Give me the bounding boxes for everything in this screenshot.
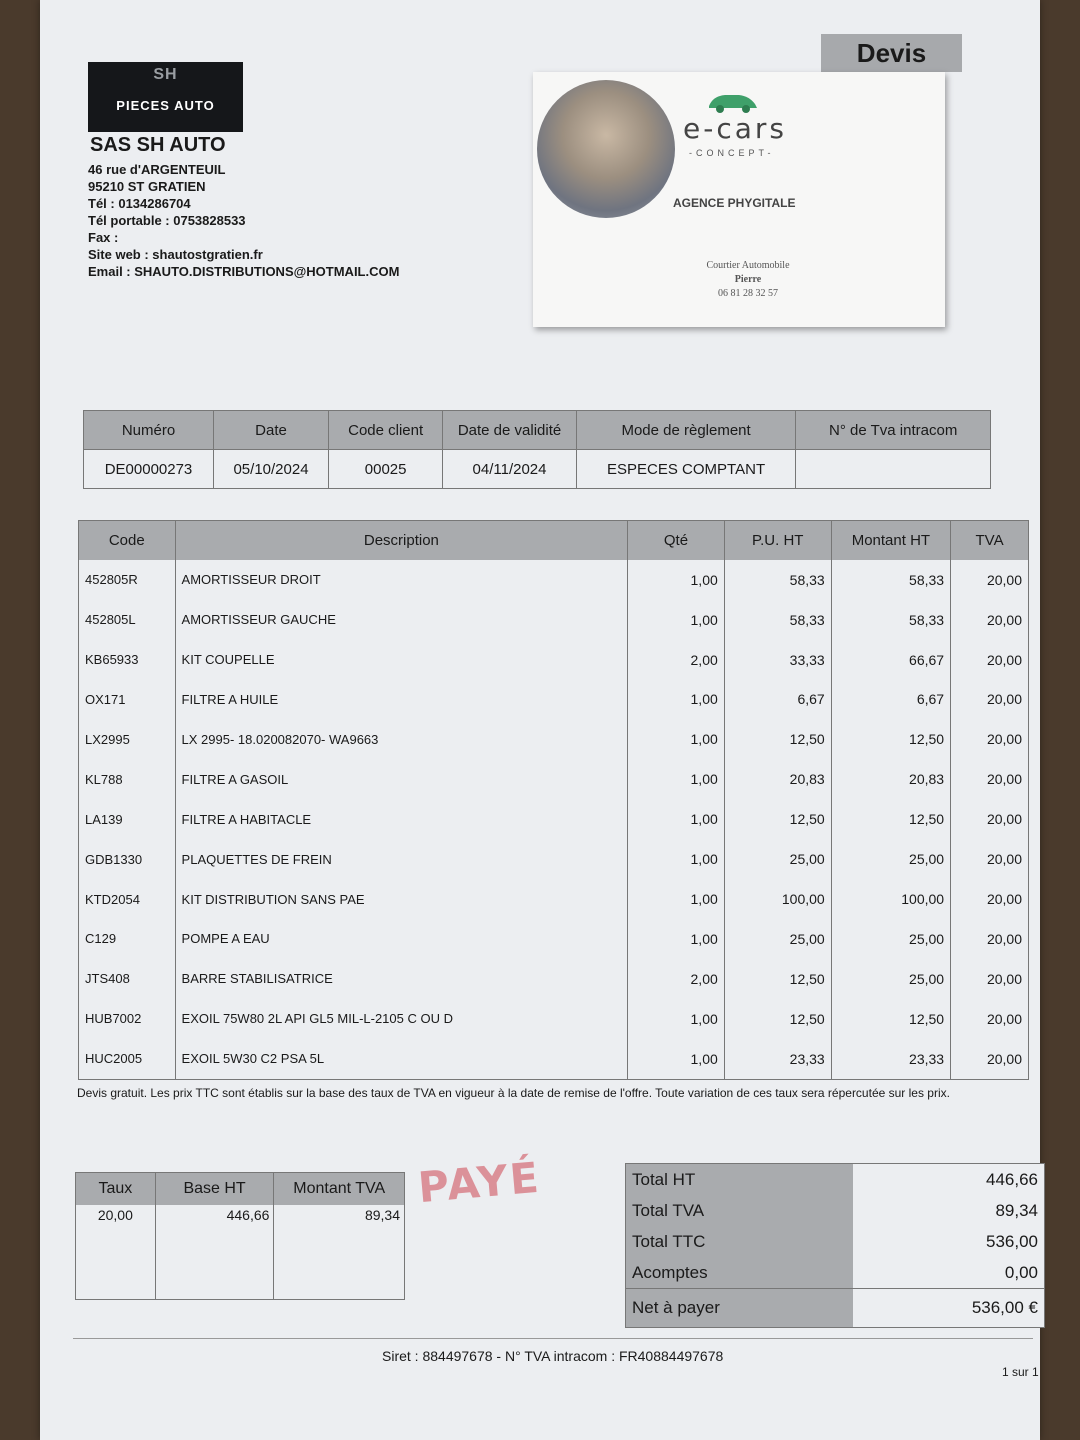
table-row (79, 839, 1029, 879)
line-description: PLAQUETTES DE FREIN (175, 839, 628, 879)
line-unit-price: 12,50 (724, 719, 831, 759)
total-ttc-value: 536,00 (853, 1226, 1045, 1257)
line-unit-price: 33,33 (724, 640, 831, 680)
line-amount: 12,50 (831, 799, 950, 839)
line-unit-price: 12,50 (724, 999, 831, 1039)
line-amount: 12,50 (831, 719, 950, 759)
invoice-page (40, 0, 1040, 1440)
company-fax: Fax : (88, 230, 119, 245)
line-unit-price: 12,50 (724, 799, 831, 839)
company-address-1: 46 rue d'ARGENTEUIL (88, 162, 226, 177)
line-vat: 20,00 (986, 891, 1022, 908)
info-validity-date: 04/11/2024 (443, 450, 577, 489)
line-qty: 1,00 (628, 560, 725, 600)
line-vat: 20,00 (986, 1010, 1022, 1027)
line-qty: 1,00 (628, 799, 725, 839)
net-to-pay-value: 536,00 € (853, 1289, 1045, 1328)
footer-siret: Siret : 884497678 - N° TVA intracom : FR40884497678 (382, 1348, 724, 1364)
total-ht-value: 446,66 (853, 1164, 1045, 1196)
line-code: C129 (79, 919, 176, 959)
line-amount: 6,67 (831, 680, 950, 720)
info-date: 05/10/2024 (213, 450, 328, 489)
table-row (79, 919, 1029, 959)
table-row (79, 879, 1029, 919)
quote-note: Devis gratuit. Les prix TTC sont établis sur la base des taux de TVA en vigueur à la date de remise de l'offre. Toute variation de ces taux sera répercutée sur les prix. (77, 1086, 950, 1100)
card-name: Pierre (734, 274, 762, 285)
logo-monogram: SH (153, 66, 178, 83)
line-unit-price: 20,83 (724, 759, 831, 799)
info-client-code: 00025 (329, 450, 443, 489)
line-qty: 1,00 (628, 680, 725, 720)
table-row (79, 560, 1029, 600)
net-to-pay-label: Net à payer (626, 1289, 854, 1328)
vat-rate: 20,00 (76, 1205, 156, 1300)
footer-divider (73, 1338, 1033, 1339)
card-subbrand: -CONCEPT- (689, 148, 775, 158)
paid-stamp: PAYÉ (416, 1152, 543, 1213)
vat-summary-table (75, 1172, 405, 1300)
line-description: FILTRE A HUILE (175, 680, 628, 720)
table-filler (79, 1079, 1029, 1080)
company-mobile: Tél portable : 0753828533 (88, 213, 246, 228)
line-amount: 20,83 (831, 759, 950, 799)
table-row (79, 799, 1029, 839)
line-amount: 25,00 (831, 919, 950, 959)
card-tagline: AGENCE PHYGITALE (673, 196, 796, 210)
line-vat: 20,00 (986, 970, 1022, 987)
company-website: Site web : shautostgratien.fr (88, 247, 263, 262)
table-row (79, 600, 1029, 640)
line-qty: 1,00 (628, 1039, 725, 1079)
line-unit-price: 25,00 (724, 919, 831, 959)
line-amount: 12,50 (831, 999, 950, 1039)
line-unit-price: 25,00 (724, 839, 831, 879)
table-row (79, 959, 1029, 999)
line-description: BARRE STABILISATRICE (175, 959, 628, 999)
info-number: DE00000273 (84, 450, 214, 489)
info-header: Code client (329, 411, 443, 450)
line-code: GDB1330 (79, 839, 176, 879)
document-info-table (83, 410, 991, 489)
line-vat: 20,00 (986, 651, 1022, 668)
vat-header: Montant TVA (274, 1173, 405, 1206)
line-amount: 100,00 (831, 879, 950, 919)
vat-header: Base HT (155, 1173, 274, 1206)
car-icon (703, 90, 763, 114)
line-code: KTD2054 (79, 879, 176, 919)
line-qty: 1,00 (628, 919, 725, 959)
info-header: Date (213, 411, 328, 450)
line-qty: 1,00 (628, 600, 725, 640)
line-vat: 20,00 (986, 771, 1022, 788)
vat-base: 446,66 (155, 1205, 274, 1300)
line-amount: 23,33 (831, 1039, 950, 1079)
line-vat: 20,00 (986, 571, 1022, 588)
line-amount: 58,33 (831, 600, 950, 640)
line-description: AMORTISSEUR DROIT (175, 560, 628, 600)
line-description: POMPE A EAU (175, 919, 628, 959)
business-card (533, 72, 945, 327)
line-description: LX 2995- 18.020082070- WA9663 (175, 719, 628, 759)
company-name: SAS SH AUTO (90, 134, 226, 156)
lines-header: P.U. HT (724, 521, 831, 560)
acomptes-value: 0,00 (853, 1257, 1045, 1289)
line-qty: 1,00 (628, 719, 725, 759)
lines-header: Qté (628, 521, 725, 560)
line-unit-price: 6,67 (724, 680, 831, 720)
line-unit-price: 58,33 (724, 600, 831, 640)
info-header: Numéro (84, 411, 214, 450)
info-payment-mode: ESPECES COMPTANT (576, 450, 796, 489)
line-amount: 25,00 (831, 839, 950, 879)
line-amount: 66,67 (831, 640, 950, 680)
info-header: N° de Tva intracom (796, 411, 991, 450)
acomptes-label: Acomptes (626, 1257, 854, 1289)
vat-header: Taux (76, 1173, 156, 1206)
total-ttc-label: Total TTC (626, 1226, 854, 1257)
line-qty: 2,00 (628, 959, 725, 999)
page-number: 1 sur 1 (1002, 1365, 1039, 1379)
line-code: JTS408 (79, 959, 176, 999)
info-header: Mode de règlement (576, 411, 796, 450)
total-ht-label: Total HT (626, 1164, 854, 1196)
line-code: LX2995 (79, 719, 176, 759)
line-vat: 20,00 (986, 1050, 1022, 1067)
line-code: 452805R (79, 560, 176, 600)
totals-table (625, 1163, 1045, 1328)
line-description: EXOIL 75W80 2L API GL5 MIL-L-2105 C OU D (175, 999, 628, 1039)
line-description: FILTRE A GASOIL (175, 759, 628, 799)
info-header: Date de validité (443, 411, 577, 450)
line-code: 452805L (79, 600, 176, 640)
lines-header: Description (175, 521, 628, 560)
line-vat: 20,00 (986, 731, 1022, 748)
table-row (79, 640, 1029, 680)
line-qty: 2,00 (628, 640, 725, 680)
company-logo (88, 62, 243, 132)
line-description: FILTRE A HABITACLE (175, 799, 628, 839)
lines-header: Code (79, 521, 176, 560)
vat-amount: 89,34 (364, 1207, 400, 1223)
line-qty: 1,00 (628, 999, 725, 1039)
line-code: OX171 (79, 680, 176, 720)
line-vat: 20,00 (986, 691, 1022, 708)
table-row (79, 680, 1029, 720)
line-code: KL788 (79, 759, 176, 799)
portrait-photo (537, 80, 675, 218)
lines-header: Montant HT (831, 521, 950, 560)
line-qty: 1,00 (628, 839, 725, 879)
total-tva-label: Total TVA (626, 1195, 854, 1226)
total-tva-value: 89,34 (853, 1195, 1045, 1226)
line-unit-price: 12,50 (724, 959, 831, 999)
line-unit-price: 23,33 (724, 1039, 831, 1079)
table-row (79, 759, 1029, 799)
line-code: KB65933 (79, 640, 176, 680)
logo-text: PIECES AUTO (116, 98, 215, 113)
line-vat: 20,00 (986, 811, 1022, 828)
line-vat: 20,00 (986, 851, 1022, 868)
card-brand: e-cars (683, 112, 787, 145)
table-row (79, 719, 1029, 759)
line-unit-price: 58,33 (724, 560, 831, 600)
line-code: HUB7002 (79, 999, 176, 1039)
company-address-2: 95210 ST GRATIEN (88, 179, 206, 194)
info-vat-number (796, 450, 991, 489)
company-email: Email : SHAUTO.DISTRIBUTIONS@HOTMAIL.COM (88, 264, 400, 279)
company-tel: Tél : 0134286704 (88, 196, 191, 211)
line-qty: 1,00 (628, 759, 725, 799)
card-role: Courtier Automobile (706, 260, 790, 271)
card-phone: 06 81 28 32 57 (718, 288, 778, 299)
line-description: EXOIL 5W30 C2 PSA 5L (175, 1039, 628, 1079)
table-row (79, 999, 1029, 1039)
line-description: AMORTISSEUR GAUCHE (175, 600, 628, 640)
document-type-title: Devis (821, 34, 962, 72)
table-row (79, 1039, 1029, 1079)
line-qty: 1,00 (628, 879, 725, 919)
line-vat: 20,00 (986, 930, 1022, 947)
line-amount: 58,33 (831, 560, 950, 600)
line-unit-price: 100,00 (724, 879, 831, 919)
line-vat: 20,00 (986, 611, 1022, 628)
lines-header: TVA (951, 521, 1029, 560)
line-code: HUC2005 (79, 1039, 176, 1079)
line-items-table (78, 520, 1029, 1080)
line-description: KIT DISTRIBUTION SANS PAE (175, 879, 628, 919)
line-amount: 25,00 (831, 959, 950, 999)
line-code: LA139 (79, 799, 176, 839)
line-description: KIT COUPELLE (175, 640, 628, 680)
